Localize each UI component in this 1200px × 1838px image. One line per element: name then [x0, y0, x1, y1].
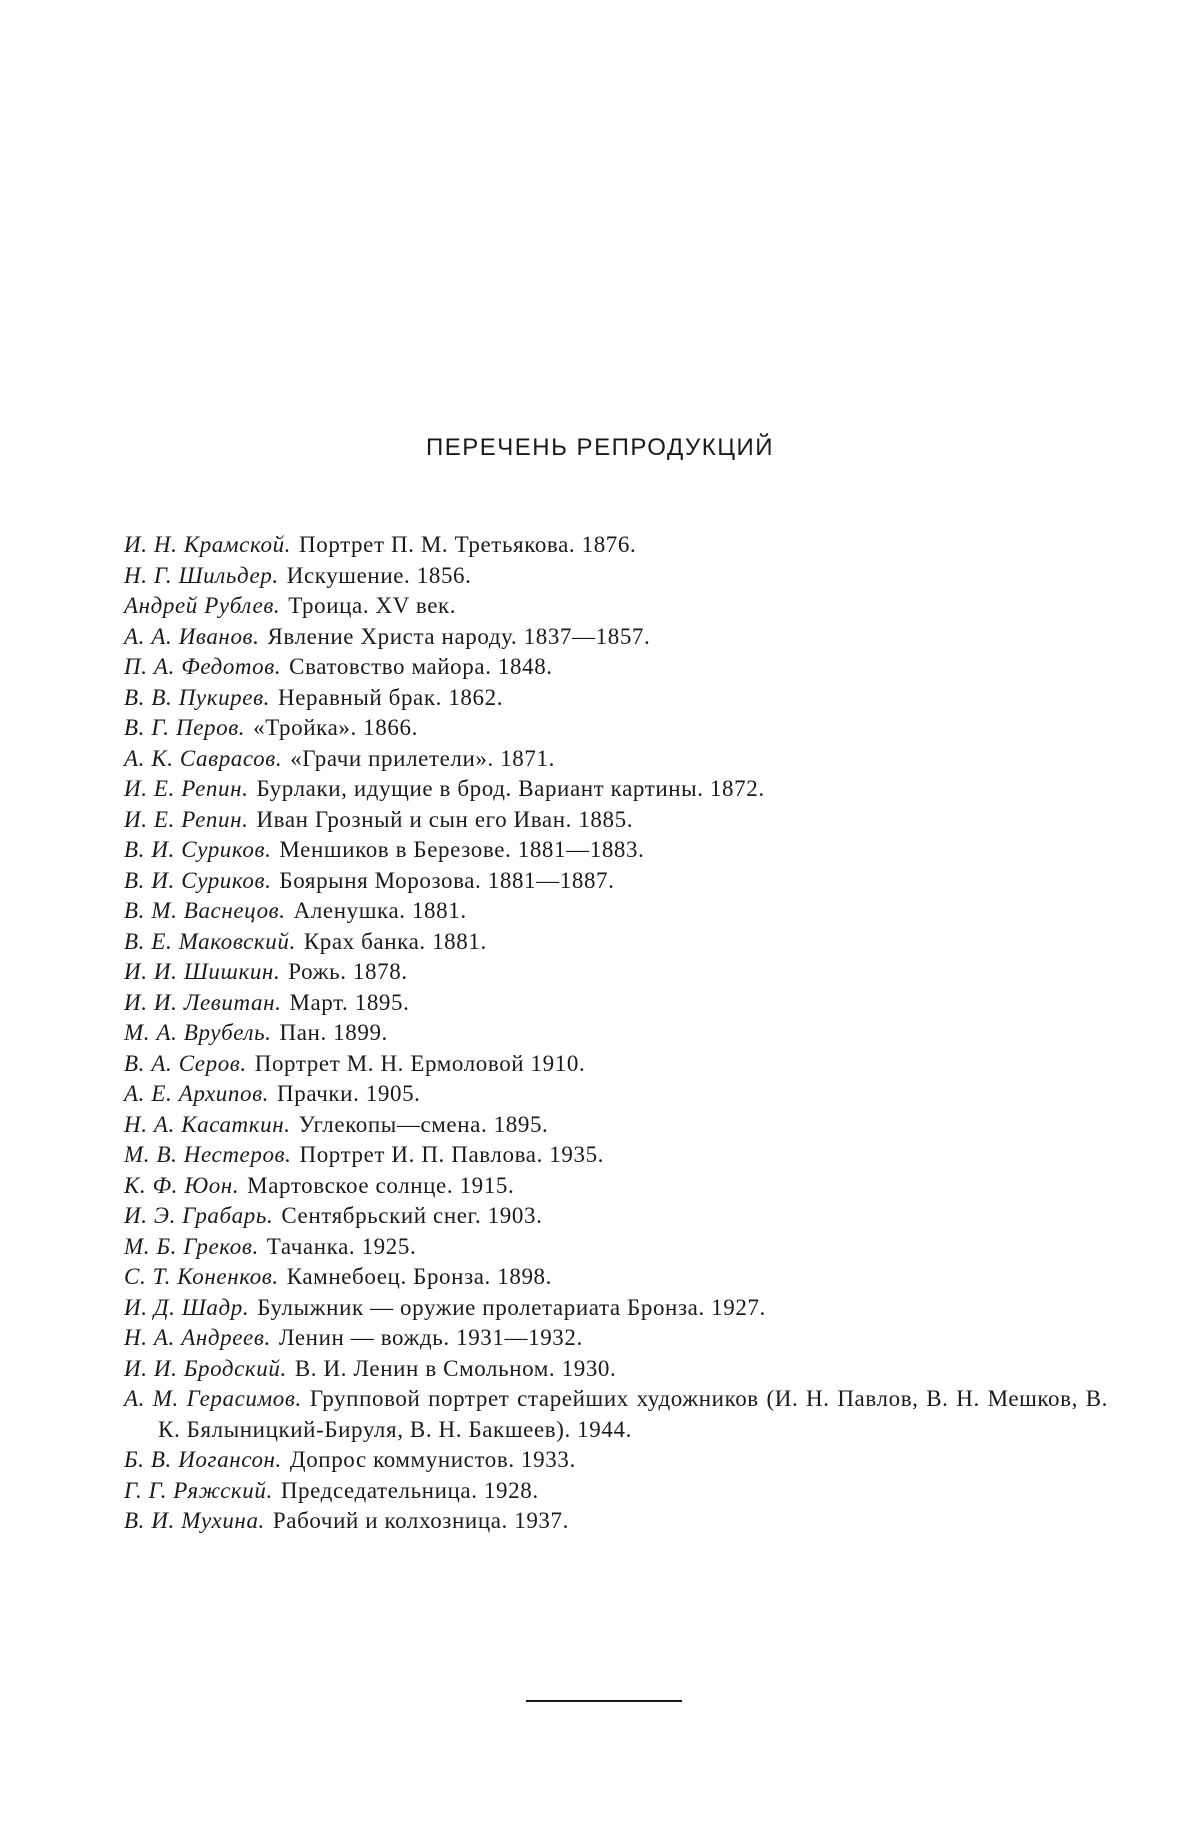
entry-author: В. И. Суриков.: [124, 837, 272, 862]
list-item: [124, 744, 1084, 775]
entry-author: И. Е. Репин.: [124, 806, 249, 832]
entry-author: В. М. Васнецов.: [124, 898, 286, 923]
list-item: [124, 683, 1084, 714]
entry-work: Допрос коммунистов. 1933.: [289, 1447, 576, 1472]
entry-author: Н. А. Андреев.: [124, 1325, 271, 1350]
list-item: [124, 1445, 1084, 1476]
entry-work: Мартовское солнце. 1915.: [247, 1172, 515, 1198]
entry-author: П. А. Федотов.: [124, 654, 282, 679]
entry-author: Г. Г. Ряжский.: [124, 1477, 273, 1503]
entry-author: А. М. Герасимов.: [124, 1386, 302, 1411]
entry-work: Портрет М. Н. Ермоловой 1910.: [254, 1050, 586, 1076]
entry-work: Искушение. 1856.: [286, 562, 472, 588]
entry-work: Булыжник — оружие пролетариата Бронза. 1927.: [257, 1294, 766, 1320]
entry-author: И. И. Левитан.: [124, 989, 282, 1015]
list-item: [124, 1171, 1084, 1202]
entry-author: Андрей Рублев.: [124, 593, 281, 618]
entry-author: Н. А. Касаткин.: [124, 1111, 291, 1137]
entry-author: И. И. Бродский.: [124, 1355, 287, 1381]
list-item: [124, 1079, 1084, 1110]
entry-work: Групповой портрет старейших художников (И. Н. Павлов, В. Н. Мешков, В. К. Бялыницкий-Бируля, В. Н. Бакшеев). 1944.: [158, 1386, 1108, 1442]
entry-work: Пан. 1899.: [279, 1020, 388, 1045]
entry-work: Троица. XV век.: [288, 593, 457, 618]
list-item: [124, 805, 1084, 836]
entry-author: В. В. Пукирев.: [124, 684, 271, 710]
entry-author: И. Е. Репин.: [124, 776, 249, 801]
entry-work: Рабочий и колхозница. 1937.: [272, 1508, 569, 1533]
entry-work: Рожь. 1878.: [288, 959, 408, 984]
entry-author: И. И. Шишкин.: [124, 959, 281, 984]
entry-author: М. Б. Греков.: [124, 1233, 259, 1259]
list-item: [124, 561, 1084, 592]
entry-work: Меншиков в Березове. 1881—1883.: [279, 837, 645, 862]
list-item: [124, 1049, 1084, 1080]
list-item: [124, 988, 1084, 1019]
list-item: [124, 774, 1084, 805]
entry-work: Сватовство майора. 1848.: [289, 654, 553, 679]
list-item: [124, 530, 1084, 561]
list-item: [124, 1110, 1084, 1141]
list-item: [124, 1354, 1084, 1385]
entry-work: Прачки. 1905.: [277, 1081, 421, 1106]
entry-author: С. Т. Коненков.: [124, 1264, 279, 1289]
reproductions-list: [124, 530, 1108, 1537]
list-item: [124, 622, 1084, 653]
entry-work: Иван Грозный и сын его Иван. 1885.: [256, 806, 634, 832]
entry-author: А. Е. Архипов.: [124, 1081, 270, 1106]
entry-work: Портрет И. П. Павлова. 1935.: [299, 1142, 605, 1167]
entry-work: Март. 1895.: [289, 989, 410, 1015]
list-item: [124, 835, 1084, 866]
list-item: [124, 1323, 1084, 1354]
entry-work: «Грачи прилетели». 1871.: [290, 745, 555, 771]
page-heading: ПЕРЕЧЕНЬ РЕПРОДУКЦИЙ: [426, 434, 774, 461]
entry-work: Камнебоец. Бронза. 1898.: [286, 1264, 553, 1289]
entry-work: Сентябрьский снег. 1903.: [281, 1203, 543, 1228]
entry-author: И. Э. Грабарь.: [124, 1203, 274, 1228]
entry-author: А. А. Иванов.: [124, 623, 260, 649]
end-rule: [526, 1700, 682, 1702]
entry-author: М. А. Врубель.: [124, 1020, 272, 1045]
list-item: [124, 591, 1084, 622]
entry-work: Председательница. 1928.: [280, 1477, 539, 1503]
entry-work: «Тройка». 1866.: [253, 715, 418, 740]
list-item: [124, 1506, 1084, 1537]
list-item: [124, 1384, 1108, 1445]
list-item: [124, 1476, 1084, 1507]
list-item: [124, 1293, 1084, 1324]
entry-work: Аленушка. 1881.: [293, 898, 467, 923]
entry-work: В. И. Ленин в Смольном. 1930.: [294, 1355, 617, 1381]
list-item: [124, 1232, 1084, 1263]
entry-work: Тачанка. 1925.: [266, 1233, 417, 1259]
entry-work: Явление Христа народу. 1837—1857.: [267, 623, 651, 649]
entry-author: А. К. Саврасов.: [124, 745, 283, 771]
list-item: [124, 1201, 1084, 1232]
entry-work: Портрет П. М. Третьякова. 1876.: [299, 532, 637, 557]
entry-author: В. И. Мухина.: [124, 1508, 265, 1533]
entry-author: В. Г. Перов.: [124, 715, 246, 740]
entry-author: В. Е. Маковский.: [124, 928, 296, 954]
list-item: [124, 866, 1084, 897]
entry-author: В. А. Серов.: [124, 1050, 247, 1076]
list-item: [124, 927, 1084, 958]
entry-author: Б. В. Иогансон.: [124, 1447, 282, 1472]
list-item: [124, 896, 1084, 927]
entry-author: И. Д. Шадр.: [124, 1294, 250, 1320]
entry-work: Углекопы—смена. 1895.: [298, 1111, 549, 1137]
entry-work: Неравный брак. 1862.: [278, 684, 504, 710]
list-item: [124, 713, 1084, 744]
list-item: [124, 1018, 1084, 1049]
entry-author: В. И. Суриков.: [124, 867, 272, 893]
entry-work: Бурлаки, идущие в брод. Вариант картины. 1872.: [256, 776, 765, 801]
entry-author: Н. Г. Шильдер.: [124, 562, 279, 588]
list-item: [124, 1262, 1084, 1293]
list-item: [124, 1140, 1084, 1171]
entry-author: И. Н. Крамской.: [124, 532, 292, 557]
list-item: [124, 652, 1084, 683]
entry-work: Ленин — вождь. 1931—1932.: [278, 1325, 583, 1350]
entry-author: К. Ф. Юон.: [124, 1172, 240, 1198]
list-item: [124, 957, 1084, 988]
entry-author: М. В. Нестеров.: [124, 1142, 292, 1167]
entry-work: Крах банка. 1881.: [303, 928, 487, 954]
entry-work: Боярыня Морозова. 1881—1887.: [279, 867, 615, 893]
